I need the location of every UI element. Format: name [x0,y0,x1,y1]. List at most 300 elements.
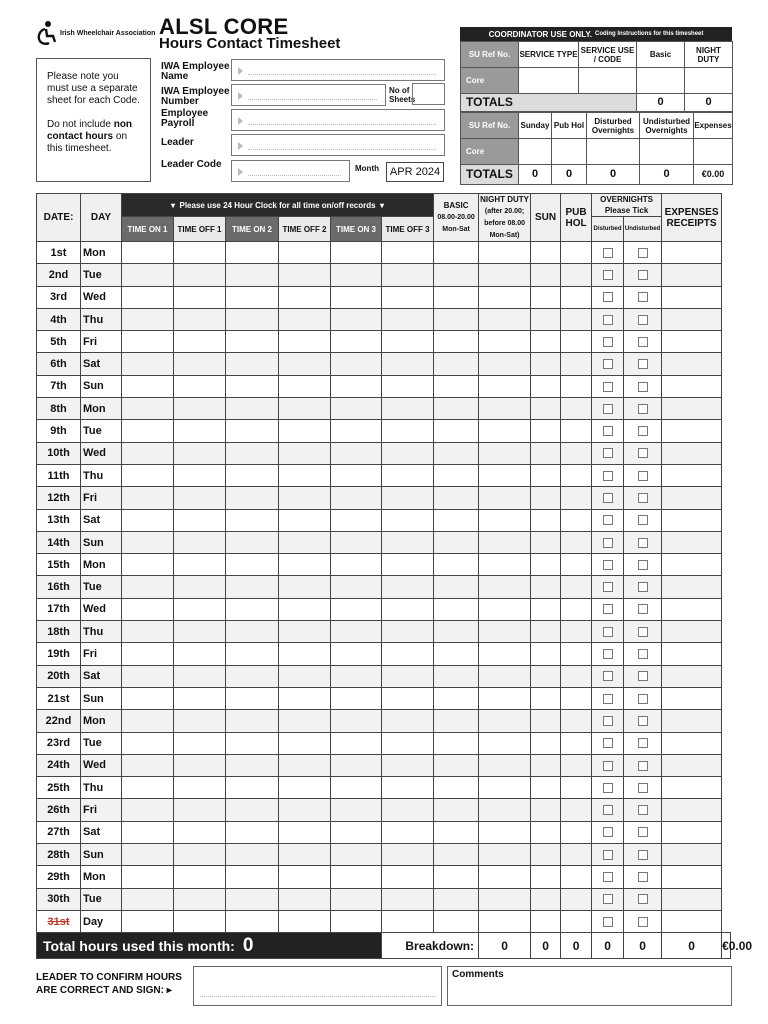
undisturbed-checkbox[interactable] [638,426,648,436]
time-on-2-cell[interactable] [226,821,279,843]
disturbed-checkbox[interactable] [603,649,613,659]
time-off-2-cell[interactable] [279,777,331,799]
undisturbed-checkbox[interactable] [638,538,648,548]
disturbed-checkbox[interactable] [603,761,613,771]
time-on-2-cell[interactable] [226,844,279,866]
night-duty-cell[interactable] [479,264,531,286]
time-off-1-cell[interactable] [174,308,226,330]
time-off-2-cell[interactable] [279,420,331,442]
undisturbed-checkbox[interactable] [638,515,648,525]
time-on-3-cell[interactable] [331,777,382,799]
sun-cell[interactable] [531,799,561,821]
time-on-3-cell[interactable] [331,888,382,910]
time-off-2-cell[interactable] [279,732,331,754]
time-off-1-cell[interactable] [174,554,226,576]
time-on-2-cell[interactable] [226,910,279,932]
basic-cell[interactable] [434,777,479,799]
night-duty-cell[interactable] [479,509,531,531]
time-off-2-cell[interactable] [279,308,331,330]
time-on-3-cell[interactable] [331,754,382,776]
time-off-3-cell[interactable] [382,777,434,799]
pub-hol-cell[interactable] [561,821,592,843]
time-on-3-cell[interactable] [331,821,382,843]
pub-hol-cell[interactable] [561,242,592,264]
time-on-2-cell[interactable] [226,687,279,709]
time-on-3-cell[interactable] [331,487,382,509]
time-on-2-cell[interactable] [226,509,279,531]
sun-cell[interactable] [531,375,561,397]
undisturbed-checkbox[interactable] [638,337,648,347]
time-on-1-cell[interactable] [122,732,174,754]
time-off-2-cell[interactable] [279,487,331,509]
time-off-2-cell[interactable] [279,821,331,843]
night-duty-cell[interactable] [479,687,531,709]
undisturbed-checkbox[interactable] [638,761,648,771]
expenses-cell[interactable] [662,509,722,531]
time-off-2-cell[interactable] [279,286,331,308]
time-on-1-cell[interactable] [122,487,174,509]
night-duty-cell[interactable] [479,331,531,353]
basic-cell[interactable] [434,643,479,665]
time-on-3-cell[interactable] [331,286,382,308]
time-on-3-cell[interactable] [331,398,382,420]
time-on-3-cell[interactable] [331,420,382,442]
time-on-2-cell[interactable] [226,308,279,330]
sun-cell[interactable] [531,509,561,531]
sun-cell[interactable] [531,777,561,799]
time-off-1-cell[interactable] [174,844,226,866]
time-off-1-cell[interactable] [174,464,226,486]
disturbed-checkbox[interactable] [603,827,613,837]
sun-cell[interactable] [531,286,561,308]
time-on-1-cell[interactable] [122,331,174,353]
time-off-3-cell[interactable] [382,554,434,576]
time-off-3-cell[interactable] [382,844,434,866]
pub-hol-cell[interactable] [561,464,592,486]
sun-cell[interactable] [531,398,561,420]
night-duty-cell[interactable] [479,799,531,821]
disturbed-checkbox[interactable] [603,671,613,681]
pub-hol-cell[interactable] [561,643,592,665]
pub-hol-cell[interactable] [561,665,592,687]
time-on-2-cell[interactable] [226,242,279,264]
disturbed-checkbox[interactable] [603,917,613,927]
sun-cell[interactable] [531,888,561,910]
sun-cell[interactable] [531,643,561,665]
time-off-3-cell[interactable] [382,576,434,598]
expenses-cell[interactable] [662,420,722,442]
sun-cell[interactable] [531,621,561,643]
disturbed-checkbox[interactable] [603,783,613,793]
basic-cell[interactable] [434,888,479,910]
time-on-1-cell[interactable] [122,242,174,264]
employee-number-input[interactable] [231,84,386,106]
disturbed-checkbox[interactable] [603,270,613,280]
time-off-3-cell[interactable] [382,643,434,665]
time-off-2-cell[interactable] [279,531,331,553]
expenses-cell[interactable] [662,732,722,754]
time-off-3-cell[interactable] [382,732,434,754]
time-on-3-cell[interactable] [331,844,382,866]
pub-hol-cell[interactable] [561,621,592,643]
time-off-1-cell[interactable] [174,754,226,776]
time-on-1-cell[interactable] [122,687,174,709]
time-off-2-cell[interactable] [279,464,331,486]
time-on-3-cell[interactable] [331,687,382,709]
basic-cell[interactable] [434,576,479,598]
undisturbed-checkbox[interactable] [638,716,648,726]
night-duty-cell[interactable] [479,308,531,330]
time-off-2-cell[interactable] [279,554,331,576]
time-on-3-cell[interactable] [331,531,382,553]
time-on-2-cell[interactable] [226,598,279,620]
undisturbed-checkbox[interactable] [638,315,648,325]
basic-cell[interactable] [434,331,479,353]
time-on-1-cell[interactable] [122,286,174,308]
time-off-3-cell[interactable] [382,509,434,531]
basic-cell[interactable] [434,487,479,509]
time-on-1-cell[interactable] [122,821,174,843]
sun-cell[interactable] [531,866,561,888]
time-on-2-cell[interactable] [226,576,279,598]
coord-disturbed-cell[interactable] [587,139,640,165]
sun-cell[interactable] [531,353,561,375]
undisturbed-checkbox[interactable] [638,694,648,704]
undisturbed-checkbox[interactable] [638,894,648,904]
time-on-1-cell[interactable] [122,910,174,932]
night-duty-cell[interactable] [479,353,531,375]
time-off-2-cell[interactable] [279,910,331,932]
time-off-2-cell[interactable] [279,375,331,397]
time-off-1-cell[interactable] [174,643,226,665]
time-off-3-cell[interactable] [382,264,434,286]
night-duty-cell[interactable] [479,442,531,464]
time-on-3-cell[interactable] [331,598,382,620]
time-on-2-cell[interactable] [226,375,279,397]
sun-cell[interactable] [531,665,561,687]
pub-hol-cell[interactable] [561,398,592,420]
night-duty-cell[interactable] [479,420,531,442]
time-on-1-cell[interactable] [122,844,174,866]
disturbed-checkbox[interactable] [603,627,613,637]
time-on-2-cell[interactable] [226,264,279,286]
time-on-1-cell[interactable] [122,576,174,598]
night-duty-cell[interactable] [479,375,531,397]
undisturbed-checkbox[interactable] [638,248,648,258]
sun-cell[interactable] [531,710,561,732]
expenses-cell[interactable] [662,375,722,397]
expenses-cell[interactable] [662,621,722,643]
time-on-1-cell[interactable] [122,777,174,799]
time-off-3-cell[interactable] [382,375,434,397]
time-on-2-cell[interactable] [226,286,279,308]
sun-cell[interactable] [531,576,561,598]
expenses-cell[interactable] [662,799,722,821]
undisturbed-checkbox[interactable] [638,604,648,614]
time-off-1-cell[interactable] [174,420,226,442]
sun-cell[interactable] [531,554,561,576]
pub-hol-cell[interactable] [561,509,592,531]
basic-cell[interactable] [434,910,479,932]
expenses-cell[interactable] [662,286,722,308]
undisturbed-checkbox[interactable] [638,627,648,637]
expenses-cell[interactable] [662,687,722,709]
coord-undisturbed-cell[interactable] [640,139,694,165]
undisturbed-checkbox[interactable] [638,270,648,280]
time-on-3-cell[interactable] [331,442,382,464]
basic-cell[interactable] [434,308,479,330]
disturbed-checkbox[interactable] [603,426,613,436]
time-off-2-cell[interactable] [279,710,331,732]
pub-hol-cell[interactable] [561,710,592,732]
expenses-cell[interactable] [662,531,722,553]
disturbed-checkbox[interactable] [603,738,613,748]
night-duty-cell[interactable] [479,487,531,509]
leader-code-input[interactable] [231,160,350,182]
time-on-3-cell[interactable] [331,308,382,330]
expenses-cell[interactable] [662,576,722,598]
time-on-3-cell[interactable] [331,643,382,665]
time-off-1-cell[interactable] [174,777,226,799]
basic-cell[interactable] [434,687,479,709]
disturbed-checkbox[interactable] [603,604,613,614]
time-on-2-cell[interactable] [226,799,279,821]
time-off-2-cell[interactable] [279,509,331,531]
undisturbed-checkbox[interactable] [638,582,648,592]
time-on-3-cell[interactable] [331,353,382,375]
time-on-3-cell[interactable] [331,464,382,486]
time-off-1-cell[interactable] [174,910,226,932]
disturbed-checkbox[interactable] [603,694,613,704]
time-off-1-cell[interactable] [174,331,226,353]
sun-cell[interactable] [531,487,561,509]
time-off-2-cell[interactable] [279,264,331,286]
time-on-2-cell[interactable] [226,777,279,799]
pub-hol-cell[interactable] [561,866,592,888]
time-off-2-cell[interactable] [279,353,331,375]
time-off-3-cell[interactable] [382,242,434,264]
undisturbed-checkbox[interactable] [638,649,648,659]
time-on-2-cell[interactable] [226,754,279,776]
expenses-cell[interactable] [662,308,722,330]
time-on-1-cell[interactable] [122,621,174,643]
disturbed-checkbox[interactable] [603,493,613,503]
pub-hol-cell[interactable] [561,331,592,353]
time-on-3-cell[interactable] [331,732,382,754]
time-on-1-cell[interactable] [122,888,174,910]
expenses-cell[interactable] [662,442,722,464]
time-on-3-cell[interactable] [331,331,382,353]
basic-cell[interactable] [434,264,479,286]
pub-hol-cell[interactable] [561,531,592,553]
time-off-3-cell[interactable] [382,866,434,888]
time-off-2-cell[interactable] [279,442,331,464]
time-on-3-cell[interactable] [331,665,382,687]
time-on-2-cell[interactable] [226,621,279,643]
time-on-2-cell[interactable] [226,866,279,888]
pub-hol-cell[interactable] [561,353,592,375]
undisturbed-checkbox[interactable] [638,448,648,458]
time-on-1-cell[interactable] [122,308,174,330]
disturbed-checkbox[interactable] [603,850,613,860]
disturbed-checkbox[interactable] [603,359,613,369]
time-off-1-cell[interactable] [174,353,226,375]
time-off-3-cell[interactable] [382,910,434,932]
sun-cell[interactable] [531,464,561,486]
undisturbed-checkbox[interactable] [638,738,648,748]
time-on-3-cell[interactable] [331,710,382,732]
undisturbed-checkbox[interactable] [638,850,648,860]
night-duty-cell[interactable] [479,754,531,776]
expenses-cell[interactable] [662,710,722,732]
time-off-1-cell[interactable] [174,888,226,910]
time-off-3-cell[interactable] [382,420,434,442]
night-duty-cell[interactable] [479,821,531,843]
time-on-1-cell[interactable] [122,531,174,553]
leader-input[interactable] [231,134,445,156]
basic-cell[interactable] [434,286,479,308]
sun-cell[interactable] [531,242,561,264]
basic-cell[interactable] [434,531,479,553]
disturbed-checkbox[interactable] [603,248,613,258]
disturbed-checkbox[interactable] [603,337,613,347]
time-on-1-cell[interactable] [122,665,174,687]
pub-hol-cell[interactable] [561,487,592,509]
time-on-1-cell[interactable] [122,509,174,531]
pub-hol-cell[interactable] [561,598,592,620]
sun-cell[interactable] [531,531,561,553]
sun-cell[interactable] [531,420,561,442]
time-off-3-cell[interactable] [382,331,434,353]
undisturbed-checkbox[interactable] [638,827,648,837]
expenses-cell[interactable] [662,821,722,843]
basic-cell[interactable] [434,464,479,486]
night-duty-cell[interactable] [479,866,531,888]
night-duty-cell[interactable] [479,598,531,620]
undisturbed-checkbox[interactable] [638,671,648,681]
time-off-1-cell[interactable] [174,286,226,308]
undisturbed-checkbox[interactable] [638,805,648,815]
expenses-cell[interactable] [662,777,722,799]
time-off-3-cell[interactable] [382,353,434,375]
basic-cell[interactable] [434,554,479,576]
basic-cell[interactable] [434,398,479,420]
expenses-cell[interactable] [662,665,722,687]
time-off-1-cell[interactable] [174,531,226,553]
time-on-1-cell[interactable] [122,554,174,576]
time-on-1-cell[interactable] [122,375,174,397]
time-on-2-cell[interactable] [226,353,279,375]
coord-pubhol-cell[interactable] [552,139,587,165]
time-on-3-cell[interactable] [331,509,382,531]
pub-hol-cell[interactable] [561,844,592,866]
time-on-2-cell[interactable] [226,732,279,754]
time-off-2-cell[interactable] [279,665,331,687]
time-on-3-cell[interactable] [331,799,382,821]
expenses-cell[interactable] [662,264,722,286]
time-off-2-cell[interactable] [279,888,331,910]
basic-cell[interactable] [434,420,479,442]
disturbed-checkbox[interactable] [603,716,613,726]
basic-cell[interactable] [434,442,479,464]
time-off-1-cell[interactable] [174,242,226,264]
disturbed-checkbox[interactable] [603,382,613,392]
undisturbed-checkbox[interactable] [638,560,648,570]
time-off-1-cell[interactable] [174,375,226,397]
pub-hol-cell[interactable] [561,420,592,442]
time-on-1-cell[interactable] [122,643,174,665]
sun-cell[interactable] [531,754,561,776]
expenses-cell[interactable] [662,331,722,353]
undisturbed-checkbox[interactable] [638,292,648,302]
expenses-cell[interactable] [662,866,722,888]
coord-expenses-cell[interactable] [694,139,733,165]
basic-cell[interactable] [434,375,479,397]
time-on-2-cell[interactable] [226,487,279,509]
time-on-3-cell[interactable] [331,375,382,397]
undisturbed-checkbox[interactable] [638,359,648,369]
time-off-2-cell[interactable] [279,754,331,776]
pub-hol-cell[interactable] [561,286,592,308]
time-on-1-cell[interactable] [122,420,174,442]
disturbed-checkbox[interactable] [603,292,613,302]
expenses-cell[interactable] [662,487,722,509]
time-off-2-cell[interactable] [279,242,331,264]
pub-hol-cell[interactable] [561,732,592,754]
night-duty-cell[interactable] [479,621,531,643]
time-on-3-cell[interactable] [331,242,382,264]
undisturbed-checkbox[interactable] [638,917,648,927]
expenses-cell[interactable] [662,643,722,665]
time-on-3-cell[interactable] [331,554,382,576]
night-duty-cell[interactable] [479,242,531,264]
undisturbed-checkbox[interactable] [638,382,648,392]
disturbed-checkbox[interactable] [603,538,613,548]
time-off-3-cell[interactable] [382,888,434,910]
time-on-3-cell[interactable] [331,910,382,932]
time-off-3-cell[interactable] [382,687,434,709]
basic-cell[interactable] [434,866,479,888]
time-on-3-cell[interactable] [331,264,382,286]
coord-basic-cell[interactable] [637,68,685,94]
night-duty-cell[interactable] [479,286,531,308]
disturbed-checkbox[interactable] [603,582,613,592]
pub-hol-cell[interactable] [561,754,592,776]
time-on-2-cell[interactable] [226,531,279,553]
time-on-3-cell[interactable] [331,621,382,643]
time-off-1-cell[interactable] [174,621,226,643]
time-off-3-cell[interactable] [382,308,434,330]
time-on-2-cell[interactable] [226,643,279,665]
time-off-1-cell[interactable] [174,598,226,620]
basic-cell[interactable] [434,732,479,754]
time-off-2-cell[interactable] [279,844,331,866]
time-on-1-cell[interactable] [122,398,174,420]
disturbed-checkbox[interactable] [603,872,613,882]
sun-cell[interactable] [531,687,561,709]
time-off-3-cell[interactable] [382,754,434,776]
night-duty-cell[interactable] [479,665,531,687]
time-off-2-cell[interactable] [279,398,331,420]
sun-cell[interactable] [531,598,561,620]
time-off-1-cell[interactable] [174,732,226,754]
pub-hol-cell[interactable] [561,264,592,286]
time-off-2-cell[interactable] [279,598,331,620]
time-off-2-cell[interactable] [279,687,331,709]
night-duty-cell[interactable] [479,777,531,799]
night-duty-cell[interactable] [479,398,531,420]
sun-cell[interactable] [531,910,561,932]
